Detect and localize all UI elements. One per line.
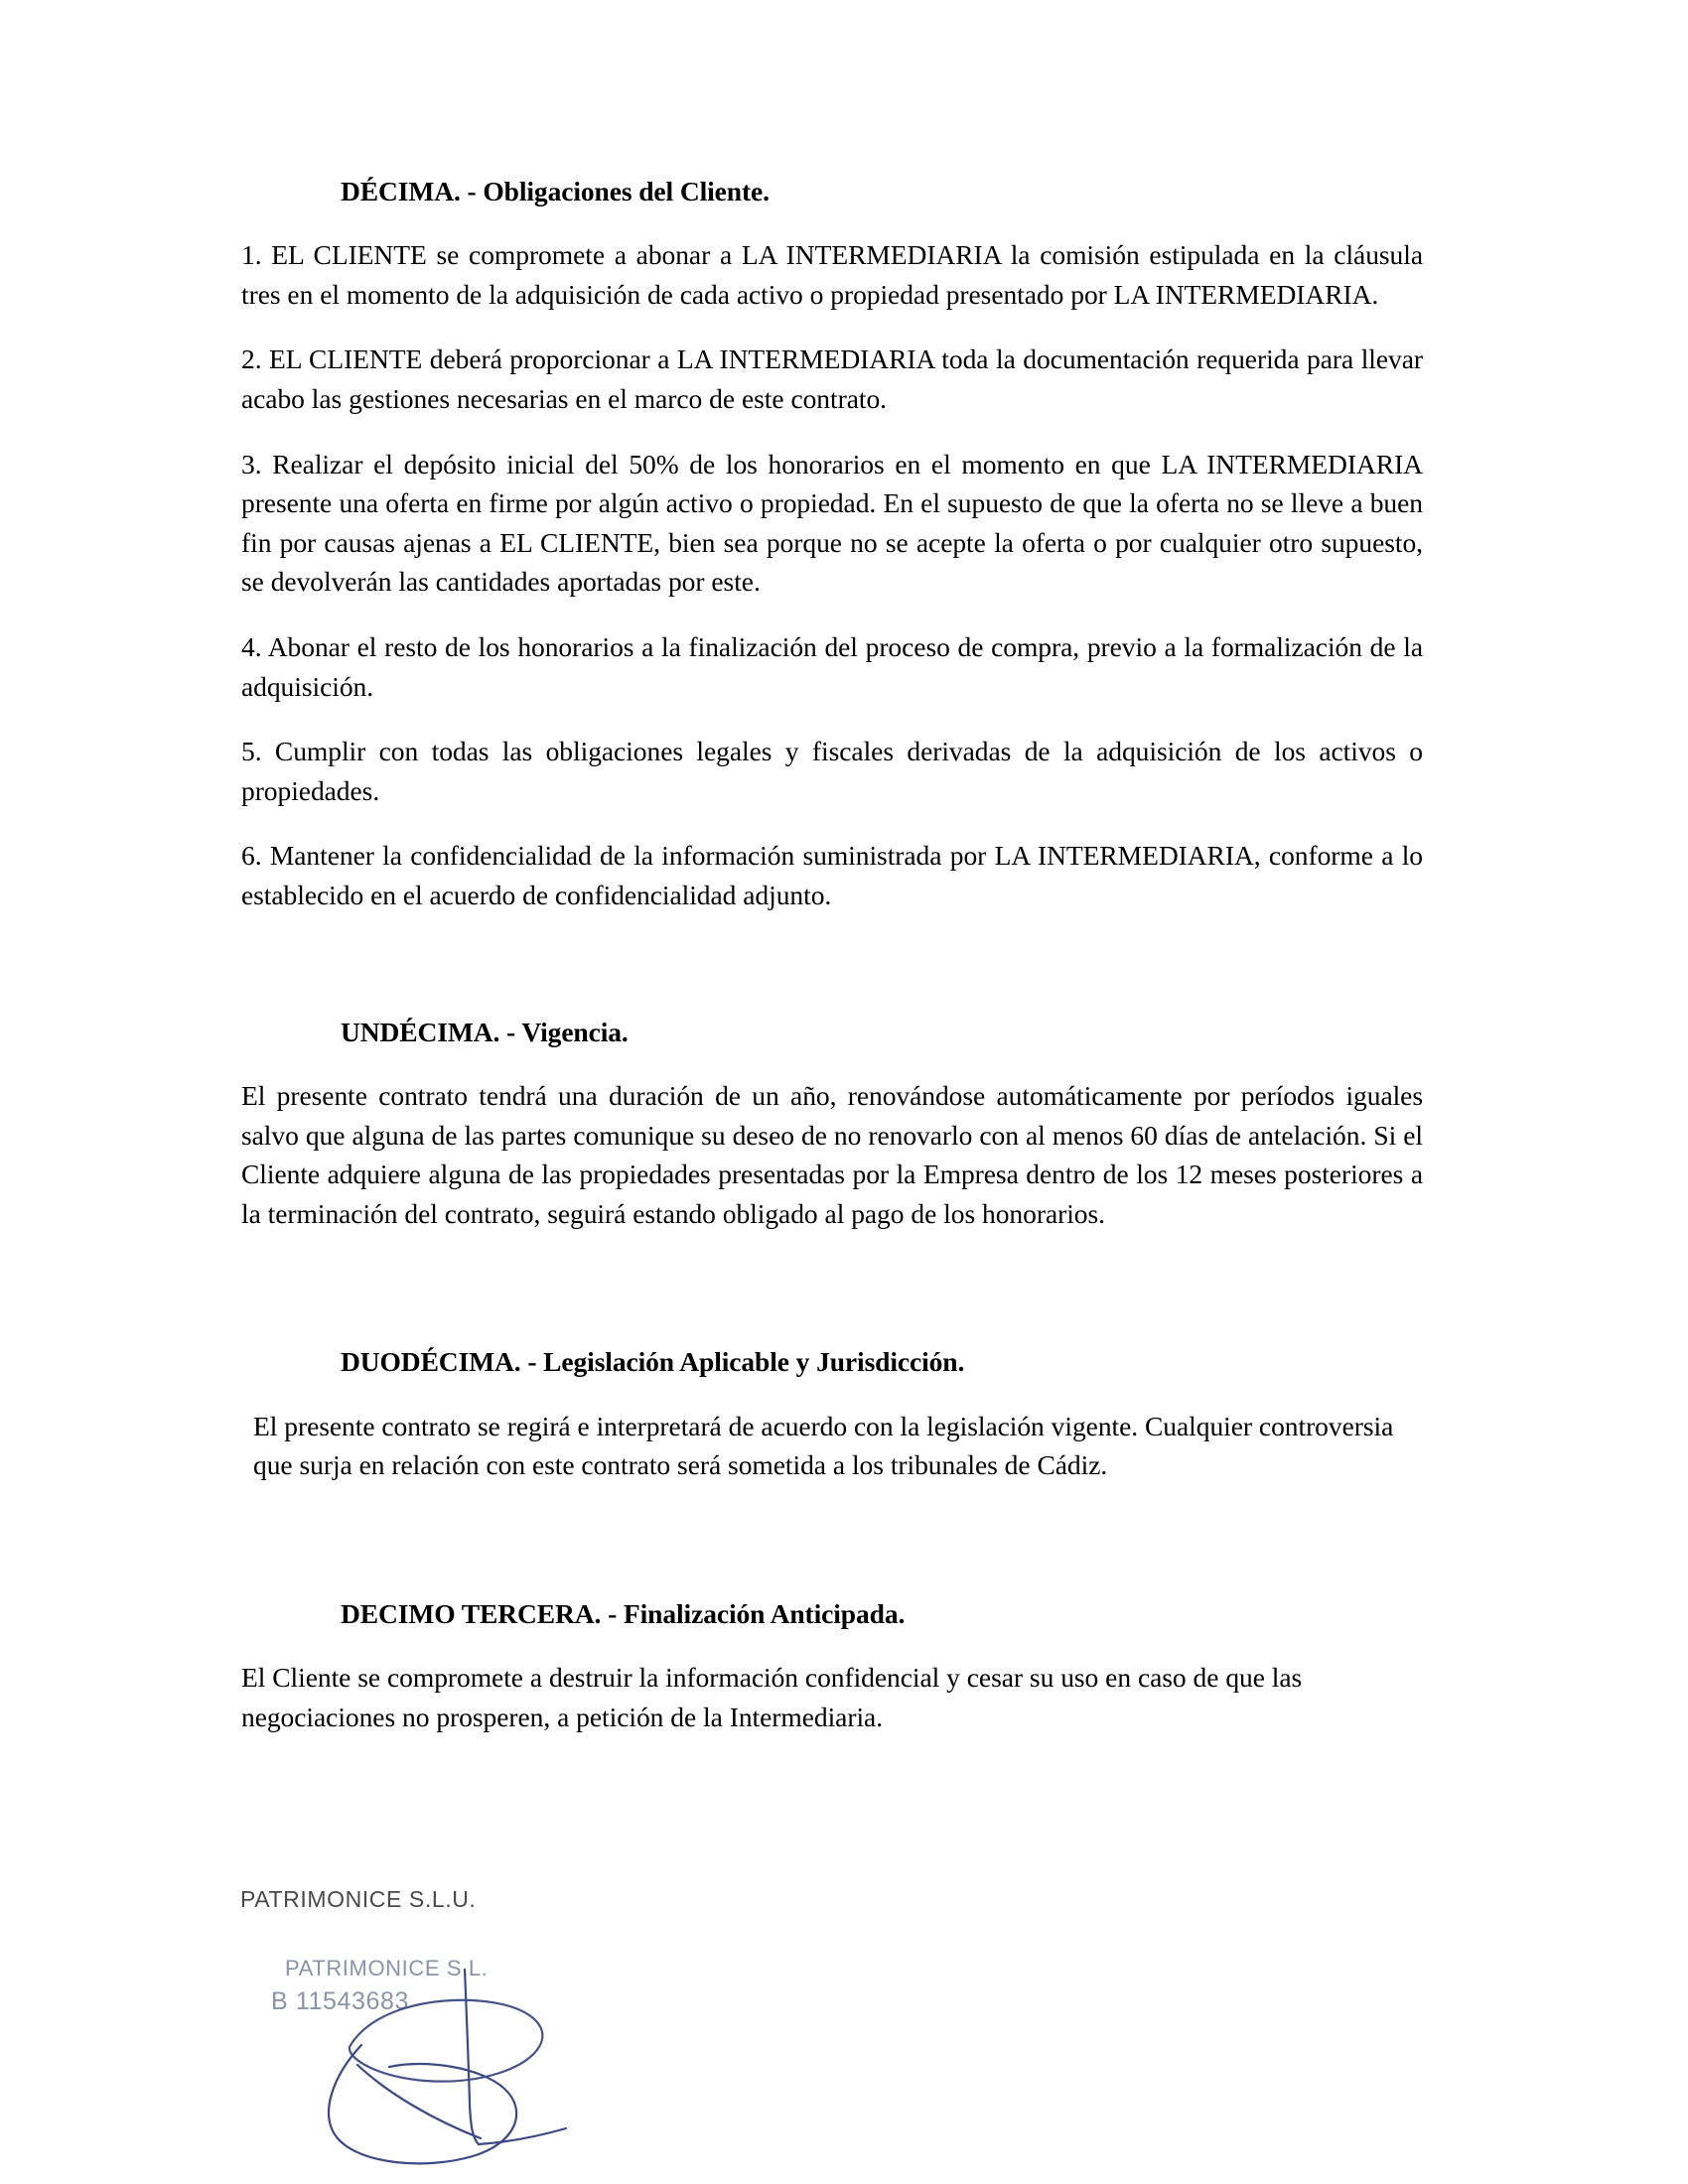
stamp-company-line: PATRIMONICE S.L. — [285, 1956, 489, 1980]
spacer — [241, 1632, 1423, 1658]
signature-block — [230, 1886, 667, 2184]
clause-item-4: 4. Abonar el resto de los honorarios a la finalización del proceso de compra, previo a la formalización de la adquisición. — [241, 631, 1423, 702]
spacer — [241, 1050, 1423, 1076]
company-stamp — [271, 1956, 489, 2016]
spacer — [241, 209, 1423, 235]
spacer — [241, 1485, 1423, 1596]
clause-item-1: 1. EL CLIENTE se compromete a abonar a LA INTERMEDIARIA la comisión estipulada en la cláusula tres en el momento de la adquisición de cada activo o propiedad presentado por LA INTERMEDIARIA. — [241, 239, 1423, 310]
spacer — [241, 915, 1423, 1015]
spacer — [241, 419, 1423, 445]
section-heading-duodecima: DUODÉCIMA. - Legislación Aplicable y Jurisdicción. — [341, 1346, 965, 1378]
section-body-undecima: El presente contrato tendrá una duración de un año, renovándose automáticamente por períodos iguales salvo que alguna de las partes comunique su deseo de no renovarlo con al menos 60 días de antelación. Si el Cliente adquiere alguna de las propiedades presentadas por la Empresa dentro de los 12 meses posteriores a la terminación del contrato, seguirá estando obligado al pago de los honorarios. — [241, 1079, 1423, 1229]
section-heading-decimo-tercera: DECIMO TERCERA. - Finalización Anticipada. — [341, 1597, 906, 1629]
spacer — [241, 1381, 1423, 1407]
spacer — [241, 706, 1423, 732]
section-body-decimo-tercera: El Cliente se compromete a destruir la información confidencial y cesar su uso en caso de que las negociaciones no prosperen, a petición de la Intermediaria. — [241, 1662, 1303, 1732]
stamp-cif-line: B 11543683 — [271, 1987, 409, 2015]
clause-item-2: 2. EL CLIENTE deberá proporcionar a LA INTERMEDIARIA toda la documentación requerida para llevar acabo las gestiones necesarias en el marco de este contrato. — [241, 343, 1423, 415]
spacer — [241, 810, 1423, 836]
spacer — [241, 1233, 1423, 1344]
section-body-duodecima: El presente contrato se regirá e interpretará de acuerdo con la legislación vigente. Cualquier controversia que surja en relación con este contrato será sometida a los tribunales de Cádiz. — [253, 1410, 1394, 1481]
spacer — [241, 602, 1423, 627]
clause-item-6: 6. Mantener la confidencialidad de la información suministrada por LA INTERMEDIARIA, conforme a lo establecido en el acuerdo de confidencialidad adjunto. — [241, 840, 1423, 911]
spacer — [241, 314, 1423, 340]
handwritten-signature-icon — [230, 1900, 647, 2184]
document-content — [241, 174, 1423, 1736]
section-heading-decima: DÉCIMA. - Obligaciones del Cliente. — [341, 176, 770, 206]
section-heading-undecima: UNDÉCIMA. - Vigencia. — [341, 1016, 629, 1047]
signatory-company-name: PATRIMONICE S.L.U. — [240, 1886, 477, 1912]
clause-item-3: 3. Realizar el depósito inicial del 50% de los honorarios en el momento en que LA INTERMEDIARIA presente una oferta en firme por algún activo o propiedad. En el supuesto de que la oferta no se lleve a buen fin por causas ajenas a EL CLIENTE, bien sea porque no se acepte la oferta o por cualquier otro supuesto, se devolverán las cantidades aportadas por este. — [241, 448, 1423, 598]
clause-item-5: 5. Cumplir con todas las obligaciones legales y fiscales derivadas de la adquisición de los activos o propiedades. — [241, 736, 1423, 806]
